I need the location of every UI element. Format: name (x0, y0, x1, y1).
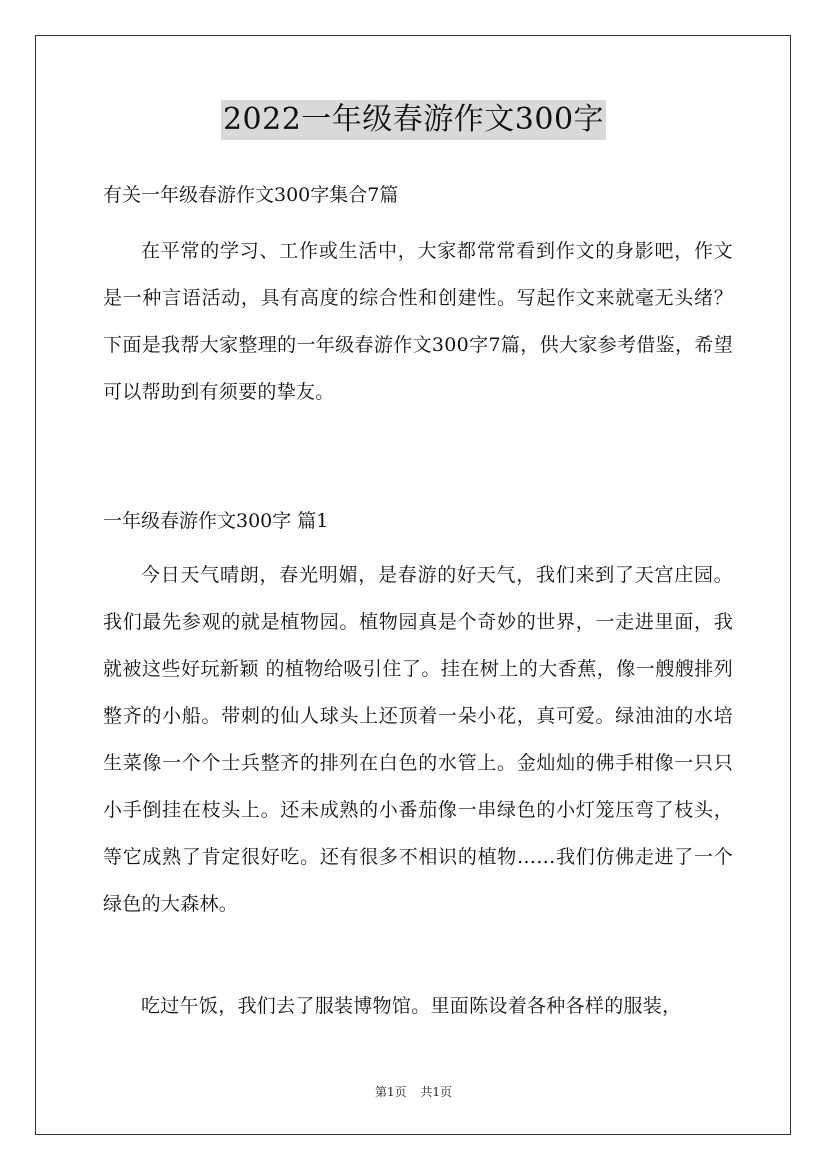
document-subtitle: 有关一年级春游作文300字集合7篇 (103, 184, 399, 206)
body-paragraph-1: 今日天气晴朗，春光明媚，是春游的好天气，我们来到了天宫庄园。我们最先参观的就是植物园。植物园真是个奇妙的世界，一走进里面，我就被这些好玩新颖 的植物给吸引住了。挂在树上的大香蕉，像一艘艘排列整齐的小船。带刺的仙人球头上还顶着一朵小花，真可爱。绿油油的水培生菜像一个个士兵整齐的排列在白色的水管上。金灿灿的佛手柑像一只只小手倒挂在枝头上。还未成熟的小番茄像一串绿色的小灯笼压弯了枝头，等它成熟了肯定很好吃。还有很多不相识的植物……我们仿佛走进了一个绿色的大森林。 (103, 564, 733, 915)
document-title: 2022一年级春游作文300字 (221, 100, 606, 140)
section-heading: 一年级春游作文300字 篇1 (103, 510, 329, 532)
page-footer (0, 1084, 827, 1100)
intro-paragraph: 在平常的学习、工作或生活中，大家都常常看到作文的身影吧，作文是一种言语活动，具有高度的综合性和创建性。写起作文来就毫无头绪？下面是我帮大家整理的一年级春游作文300字7篇，供大家参考借鉴，希望可以帮助到有须要的挚友。 (103, 240, 733, 403)
page-total: 共1页 (420, 1085, 453, 1099)
page-number: 第1页 (374, 1085, 407, 1099)
title-container (0, 100, 827, 140)
body-paragraph-2: 吃过午饭，我们去了服装博物馆。里面陈设着各种各样的服装， (141, 995, 682, 1017)
